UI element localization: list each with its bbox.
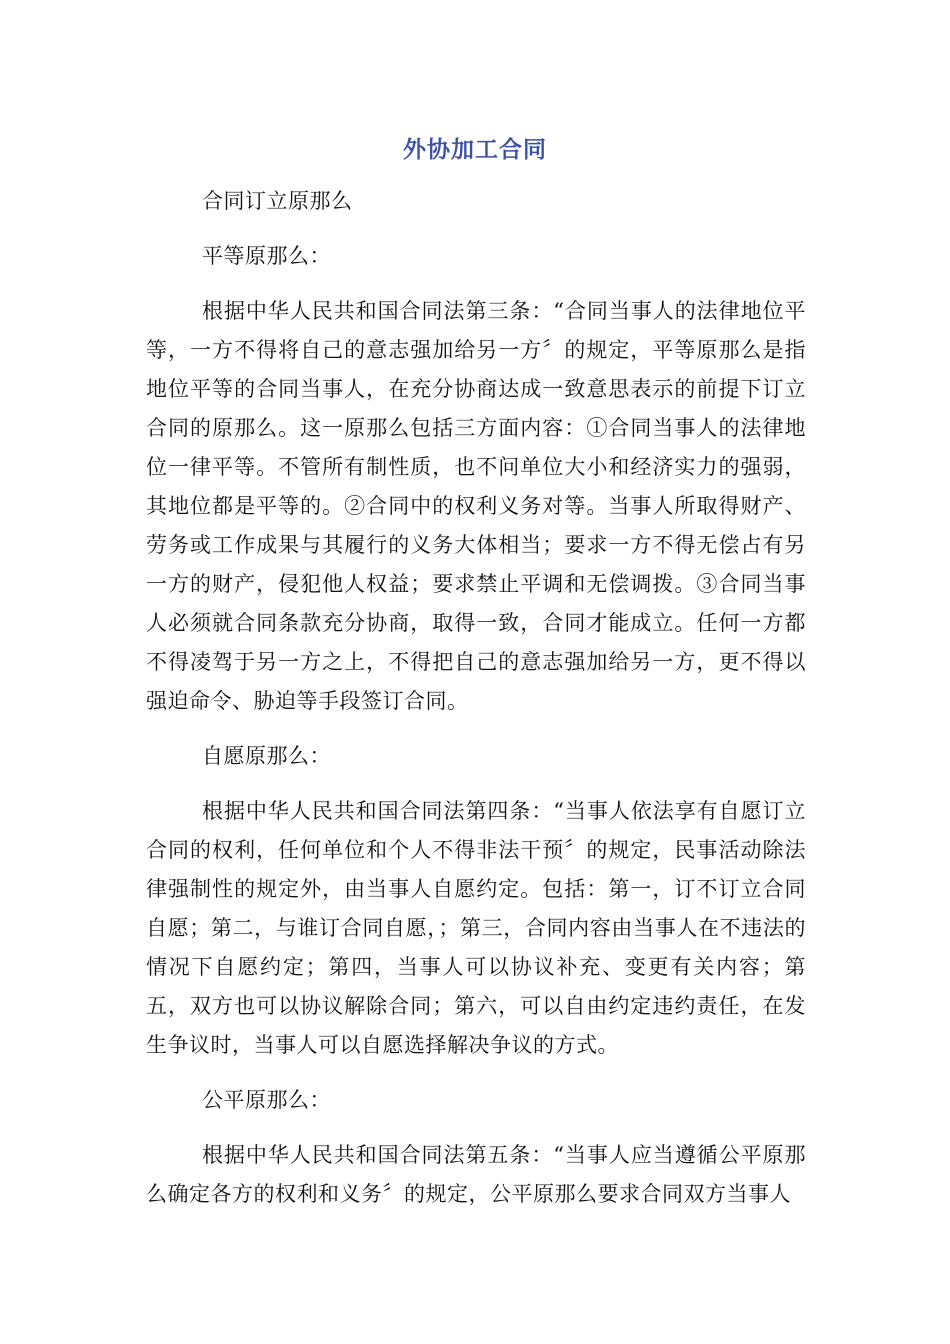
paragraph-fairness: 根据中华人民共和国合同法第五条：“当事人应当遵循公平原那么确定各方的权利和义务〞的规定，公平原那么要求合同双方当事人 [146,1143,806,1206]
section-heading-fairness: 公平原那么： [202,1088,331,1112]
document-title: 外协加工合同 [403,137,547,163]
paragraph-voluntary: 根据中华人民共和国合同法第四条：“当事人依法享有自愿订立合同的权利，任何单位和个人不得非法干预〞的规定，民事活动除法律强制性的规定外，由当事人自愿约定。包括：第一，订不订立合同自愿；第二，与谁订合同自愿，；第三，合同内容由当事人在不违法的情况下自愿约定；第四，当事人可以协议补充、变更有关内容；第五，双方也可以协议解除合同；第六，可以自由约定违约责任，在发生争议时，当事人可以自愿选择解决争议的方式。 [146,799,806,1057]
document-body [146,182,806,1230]
paragraph-equality: 根据中华人民共和国合同法第三条：“合同当事人的法律地位平等，一方不得将自己的意志强加给另一方〞的规定，平等原那么是指地位平等的合同当事人，在充分协商达成一致意思表示的前提下订立合同的原那么。这一原那么包括三方面内容：①合同当事人的法律地位一律平等。不管所有制性质，也不问单位大小和经济实力的强弱，其地位都是平等的。②合同中的权利义务对等。当事人所取得财产、劳务或工作成果与其履行的义务大体相当；要求一方不得无偿占有另一方的财产，侵犯他人权益；要求禁止平调和无偿调拨。③合同当事人必须就合同条款充分协商，取得一致，合同才能成立。任何一方都不得凌驾于另一方之上，不得把自己的意志强加给另一方，更不得以强迫命令、胁迫等手段签订合同。 [146,299,806,713]
section-heading-voluntary: 自愿原那么： [202,744,331,768]
section-heading-contract-principles: 合同订立原那么 [202,189,353,213]
section-heading-equality: 平等原那么： [202,244,331,268]
